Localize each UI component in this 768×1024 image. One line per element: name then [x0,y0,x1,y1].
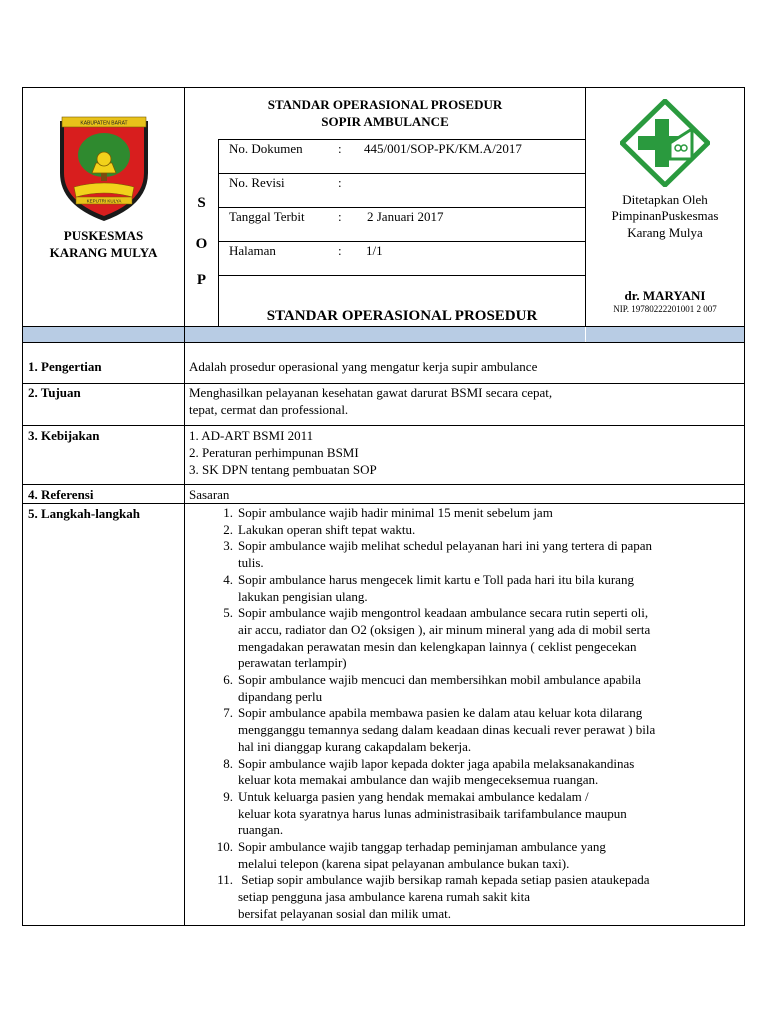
signer-nip: NIP. 19780222201001 2 007 [613,304,717,314]
step-number: 1. [223,505,233,520]
step-item [188,572,743,605]
approval-line3: Karang Mulya [627,225,703,240]
signer-name: dr. MARYANI [624,288,706,303]
step-line: Sopir ambulance wajib mencuci dan membersihkan mobil ambulance apabila [238,672,641,688]
step-item [188,538,743,571]
step-number: 10. [216,839,233,855]
step-line: mengganggu temannya sedang dalam keadaan dinas kecuali rever perawat ) bila [238,722,656,738]
step-item [188,522,743,539]
field-no-dokumen-value: 445/001/SOP-PK/KM.A/2017 [364,141,522,156]
step-item [188,872,743,922]
sop-title-line2: SOPIR AMBULANCE [321,114,449,129]
step-item [188,789,743,839]
approval-line1: Ditetapkan Oleh [622,192,708,207]
step-line: perawatan terlampir) [238,655,347,671]
step-line: tulis. [238,555,264,571]
logo-banner-top: KABUPATEN BARAT [80,120,128,127]
sop-title-line1: STANDAR OPERASIONAL PROSEDUR [267,97,503,112]
step-line: Setiap sopir ambulance wajib bersikap ramah kepada setiap pasien ataukepada [238,872,650,888]
clinic-name-line2: KARANG MULYA [49,245,158,260]
header-divider-band [185,327,585,342]
puskesmas-logo [620,99,710,187]
step-line: air accu, radiator dan O2 (oksigen ), air minum mineral yang ada di mobil serta [238,621,651,637]
kebijakan-item-2: 2. Peraturan perhimpunan BSMI [189,445,359,460]
step-number: 2. [223,521,233,537]
section-label-referensi: 4. Referensi [28,487,94,502]
step-item [188,756,743,789]
field-halaman-label: Halaman [229,243,276,258]
step-line: mengadakan perawatan mesin dan kelengkapan lainnya ( ceklist pengecekan [238,638,637,654]
section-text-referensi: Sasaran [189,487,230,502]
step-line: dipandang perlu [238,688,323,704]
sop-letter-p: P [196,272,207,288]
field-no-dokumen-label: No. Dokumen [229,141,303,156]
clinic-name-line1: PUSKESMAS [63,228,144,243]
field-tanggal-terbit-value: 2 Januari 2017 [367,209,444,224]
step-line: keluar kota syaratnya harus lunas administrasibaik tarifambulance maupun [238,805,627,821]
step-item [188,605,743,672]
field-no-revisi-label: No. Revisi [229,175,285,190]
section-label-langkah: 5. Langkah-langkah [28,506,140,521]
step-line: Sopir ambulance harus mengecek limit kartu e Toll pada hari itu bila kurang [238,571,634,587]
steps-list [188,505,743,923]
section-label-tujuan: 2. Tujuan [28,385,81,400]
section-text-pengertian: Adalah prosedur operasional yang mengatur kerja supir ambulance [189,359,538,374]
step-line: Sopir ambulance wajib tanggap terhadap peminjaman ambulance yang [238,839,606,855]
step-number: 7. [223,705,233,721]
sop-letter-o: O [195,236,208,252]
approval-line2: PimpinanPuskesmas [611,208,719,223]
step-line: Sopir ambulance wajib lapor kepada dokter jaga apabila melaksanakandinas [238,755,635,771]
header-divider-band [586,327,744,342]
step-line: bersifat pelayanan sosial dan milik umat. [238,905,451,921]
regency-logo [54,113,154,225]
sop-bottom-title: STANDAR OPERASIONAL PROSEDUR [266,308,538,324]
step-item [188,505,743,522]
kebijakan-item-3: 3. SK DPN tentang pembuatan SOP [189,462,377,477]
step-line: Sopir ambulance wajib hadir minimal 15 menit sebelum jam [238,505,553,520]
step-item [188,705,743,755]
step-line: setiap pengguna jasa ambulance karena rumah sakit kita [238,889,531,905]
section-text-tujuan-line1: Menghasilkan pelayanan kesehatan gawat darurat BSMI secara cepat, [189,385,553,400]
step-line: Sopir ambulance apabila membawa pasien ke dalam atau keluar kota dilarang [238,705,643,721]
logo-banner-bottom: KEPUTRI KULYA [86,198,122,204]
kebijakan-item-1: 1. AD-ART BSMI 2011 [189,428,314,443]
field-no-revisi-sep: : [338,175,342,190]
step-line: Lakukan operan shift tepat waktu. [238,521,416,537]
step-line: Sopir ambulance wajib melihat schedul pelayanan hari ini yang tertera di papan [238,538,653,554]
step-line: melalui telepon (karena sipat pelayanan ambulance bukan taxi). [238,855,570,871]
sop-letter-s: S [197,195,206,211]
step-line: Sopir ambulance wajib mengontrol keadaan ambulance secara rutin seperti oli, [238,605,649,621]
field-halaman-sep: : [338,243,342,258]
step-line: ruangan. [238,822,284,838]
step-number: 8. [223,755,233,771]
step-number: 3. [223,538,233,554]
step-line: Untuk keluarga pasien yang hendak memakai ambulance kedalam / [238,788,589,804]
header-divider-band [23,327,184,342]
field-halaman-value: 1/1 [366,243,383,258]
field-no-dokumen-sep: : [338,141,342,156]
step-number: 5. [223,605,233,621]
step-line: hal ini dianggap kurang cakapdalam bekerja. [238,738,472,754]
step-number: 11. [217,872,233,888]
step-number: 6. [223,672,233,688]
section-label-kebijakan: 3. Kebijakan [28,428,100,443]
step-line: lakukan pengisian ulang. [238,588,368,604]
section-text-tujuan-line2: tepat, cermat dan professional. [189,402,349,417]
section-label-pengertian: 1. Pengertian [28,359,102,374]
field-tanggal-terbit-sep: : [338,209,342,224]
step-number: 4. [223,571,233,587]
step-line: keluar kota memakai ambulance dan wajib mengeceksemua ruangan. [238,772,599,788]
step-number: 9. [223,788,233,804]
field-tanggal-terbit-label: Tanggal Terbit [229,209,305,224]
step-item [188,672,743,705]
step-item [188,839,743,872]
